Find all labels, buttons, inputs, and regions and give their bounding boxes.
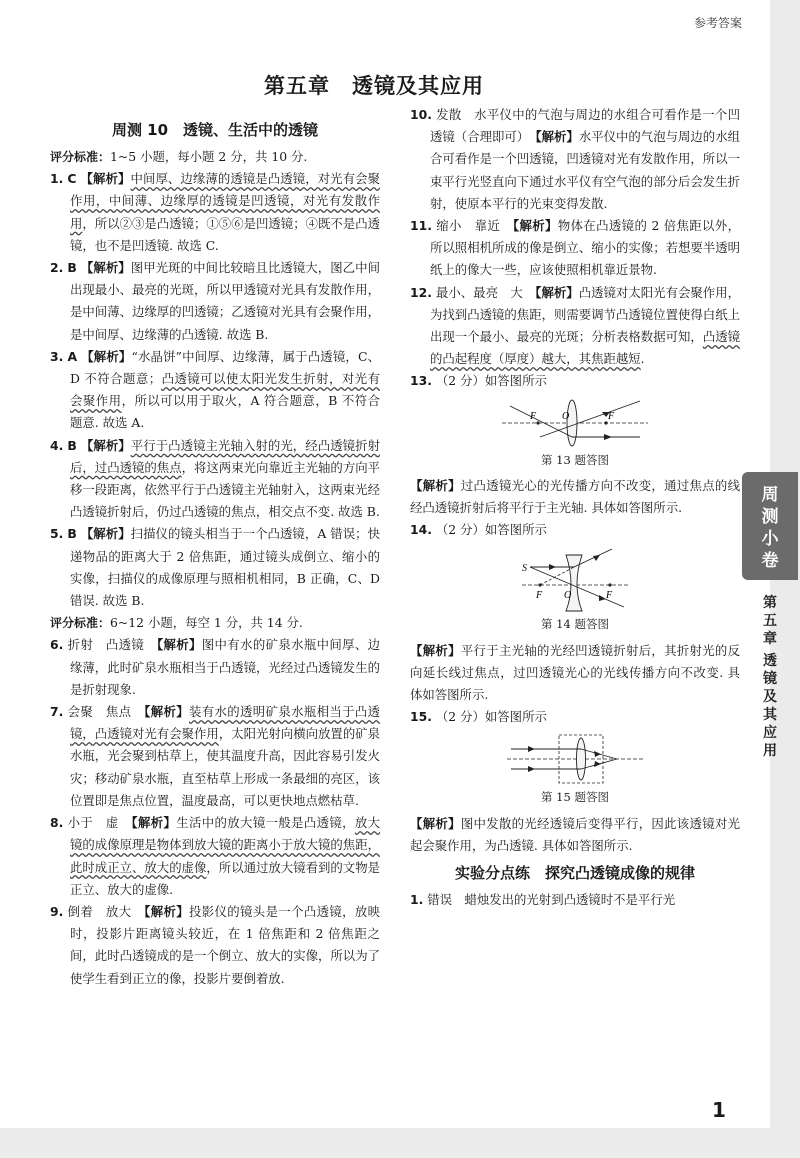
side-topic: 透镜及其应用: [763, 653, 777, 759]
answer-1: 1. C 【解析】中间厚、边缘薄的透镜是凸透镜，对光有会聚作用，中间薄、边缘厚的透镜是凹透镜，对光有发散作用，所以②③是凸透镜；①⑤⑥是凹透镜；④既不是凸透镜，也不是凹透镜. 故选 C.: [50, 171, 381, 253]
answer-4: 4. B 【解析】平行于凸透镜主光轴入射的光，经凸透镜折射后，过凸透镜的焦点，将这两束光向靠近主光轴的方向平移一段距离，依然平行于凸透镜主光轴射入，这两束光经凸透镜折射后，仍过凸透镜的焦点，相交点不变. 故选 B.: [50, 437, 381, 520]
answer-11: 11. 缩小 靠近 【解析】物体在凸透镜的 2 倍焦距以外，所以照相机所成的像是倒立、缩小的实像；若想要半透明纸上的像大一些，应该使照相机靠近景物.: [410, 218, 740, 278]
label-f-left: F: [536, 590, 543, 602]
caption-13: 第 13 题答图: [541, 452, 609, 467]
page-number: 1: [712, 1098, 726, 1122]
diagram-14: [520, 545, 630, 613]
scoring-standard-2: 评分标准：6~12 小题，每空 1 分，共 14 分.: [50, 615, 303, 631]
label-o: O: [562, 410, 570, 422]
answer-9: 9. 倒着 放大 【解析】投影仪的镜头是一个凸透镜，放映时，投影片距离镜头较近，在 1 倍焦距和 2 倍焦距之间，此时凸透镜成的是一个倒立、放大的实像，所以为了使学生看到正立的像，投影片要倒着放.: [50, 903, 381, 986]
caption-15: 第 15 题答图: [541, 790, 609, 805]
answer-12: 12. 最小、最亮 大 【解析】凸透镜对太阳光有会聚作用，为找到凸透镜的焦距，则需要调节凸透镜位置使得白纸上出现一个最小、最亮的光斑；分析表格数据可知，凸透镜的凸起程度（厚度）越大，其焦距越短.: [410, 284, 741, 367]
answer-10: 10. 发散 水平仪中的气泡与周边的水组合可看作是一个凹透镜（合理即可） 【解析】水平仪中的气泡与周边的水组合可看作是一个凹透镜，凹透镜对光有发散作用，所以一束平行光竖直向下通过水平仪有空气泡的部分后会发生折射，使原本平行的光束变得发散.: [410, 107, 740, 211]
header-label: 参考答案: [693, 16, 742, 30]
right-column: [410, 104, 740, 911]
answer-3: 3. A 【解析】“水晶饼”中间厚、边缘薄，属于凸透镜，C、D 不符合题意；凸透镜可以使太阳光发生折射，对光有会聚作用，所以可以用于取火，A 符合题意，B 不符合题意. 故选 A.: [50, 348, 380, 431]
analysis-14: 【解析】平行于主光轴的光经凹透镜折射后，其折射光的反向延长线过焦点，过凹透镜光心的光线传播方向不改变. 具体如答图所示.: [410, 642, 741, 703]
label-f-left: F: [530, 410, 537, 422]
section-title-experiment: 实验分点练 探究凸透镜成像的规律: [454, 864, 695, 883]
answer-8: 8. 小于 虚 【解析】生活中的放大镜一般是凸透镜，放大镜的成像原理是物体到放大镜的距离小于放大镜的焦距，此时成正立、放大的虚像，所以通过放大镜看到的文物是正立、放大的虚像.: [50, 815, 381, 897]
section-title: 周测 10 透镜、生活中的透镜: [111, 121, 319, 139]
answer-13: 13. （2 分）如答图所示: [410, 373, 547, 389]
answer-2: 2. B 【解析】图甲光斑的中间比较暗且比透镜大，图乙中间出现最小、最亮的光斑，所以甲透镜对光具有发散作用，是中间薄、边缘厚的凹透镜；乙透镜对光具有会聚作用，是中间厚、边缘薄的凸透镜. 故选 B.: [50, 260, 380, 342]
scoring-standard-1: 评分标准：1~5 小题，每小题 2 分，共 10 分.: [50, 149, 308, 164]
label-s: S: [522, 563, 527, 575]
answer-14: 14. （2 分）如答图所示: [410, 522, 547, 538]
caption-14: 第 14 题答图: [541, 617, 609, 632]
diagram-15: [505, 732, 645, 786]
side-tab-label: 周测小卷: [761, 485, 779, 571]
analysis-13: 【解析】过凸透镜光心的光传播方向不改变，通过焦点的线经凸透镜折射后将平行于主光轴. 具体如答图所示.: [410, 477, 741, 516]
diagram-13: [500, 397, 650, 449]
experiment-answer-1: 1. 错误 蜡烛发出的光射到凸透镜时不是平行光: [410, 892, 676, 908]
label-f-right: F: [606, 590, 613, 602]
analysis-15: 【解析】图中发散的光经透镜后变得平行，因此该透镜对光起会聚作用，为凸透镜. 具体如答图所示.: [410, 815, 741, 853]
label-f-right: F: [608, 410, 615, 422]
answer-5: 5. B 【解析】扫描仪的镜头相当于一个凸透镜，A 错误；快递物品的距离大于 2 倍焦距，通过镜头成倒立、缩小的实像，扫描仪的成像原理与照相机相同，B 正确，C、D 错误. 故选 B.: [50, 526, 380, 609]
answer-7: 7. 会聚 焦点 【解析】装有水的透明矿泉水瓶相当于凸透镜，凸透镜对光有会聚作用，太阳光射向横向放置的矿泉水瓶，光会聚到枯草上，使其温度升高，因此容易引发火灾；移动矿泉水瓶，直至枯草上形成一条最细的亮区，该位置即是焦点位置，温度最高，可以更快地点燃枯草.: [50, 704, 381, 808]
bottom-margin: [0, 1128, 800, 1158]
chapter-title: 第五章 透镜及其应用: [264, 74, 484, 98]
answer-15: 15. （2 分）如答图所示: [410, 709, 547, 725]
left-column: [50, 118, 380, 990]
side-chapter: 第五章: [763, 595, 777, 647]
label-o: O: [564, 590, 572, 602]
answer-6: 6. 折射 凸透镜 【解析】图中有水的矿泉水瓶中间厚、边缘薄，此时矿泉水瓶相当于凸透镜，光经过凸透镜发生的是折射现象.: [50, 637, 381, 697]
